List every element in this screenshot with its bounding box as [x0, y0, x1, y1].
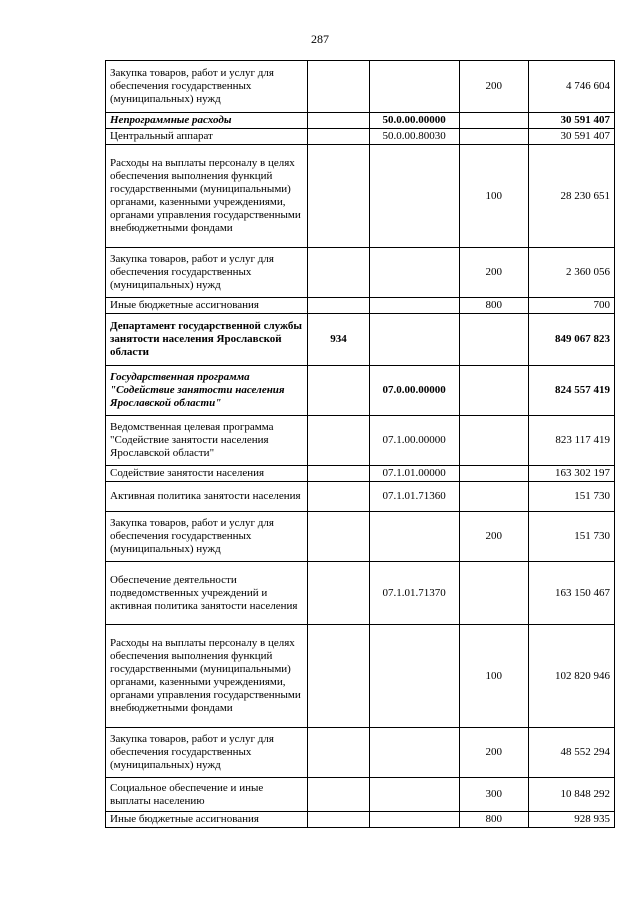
table-row: [106, 466, 615, 482]
cell-amount: 2 360 056: [528, 248, 614, 298]
cell-expense-type: 200: [459, 248, 528, 298]
cell-target-code: 50.0.00.80030: [369, 129, 459, 145]
table-row: [106, 366, 615, 416]
cell-target-code: 07.1.01.00000: [369, 466, 459, 482]
cell-name: Содействие занятости населения: [106, 466, 308, 482]
cell-target-code: 07.1.01.71370: [369, 562, 459, 625]
cell-expense-type: 100: [459, 145, 528, 248]
table-row: [106, 812, 615, 828]
cell-target-code: [369, 728, 459, 778]
cell-department: [308, 482, 369, 512]
cell-department: [308, 625, 369, 728]
cell-expense-type: [459, 482, 528, 512]
table-row: [106, 145, 615, 248]
cell-amount: 928 935: [528, 812, 614, 828]
cell-expense-type: [459, 113, 528, 129]
cell-department: [308, 466, 369, 482]
cell-expense-type: [459, 314, 528, 366]
cell-name: Расходы на выплаты персоналу в целях обеспечения выполнения функций государственными (муниципальными) органами, казенными учреждениями, органами управления государственными внебюджетными фондами: [106, 145, 308, 248]
page-number: 287: [311, 32, 329, 46]
table-row: [106, 728, 615, 778]
table-row: [106, 416, 615, 466]
cell-name: Иные бюджетные ассигнования: [106, 298, 308, 314]
cell-target-code: 07.1.01.71360: [369, 482, 459, 512]
budget-table: [105, 60, 615, 828]
table-row: [106, 298, 615, 314]
cell-target-code: [369, 61, 459, 113]
cell-amount: 4 746 604: [528, 61, 614, 113]
cell-name: Иные бюджетные ассигнования: [106, 812, 308, 828]
cell-target-code: 07.1.00.00000: [369, 416, 459, 466]
cell-amount: 151 730: [528, 512, 614, 562]
cell-amount: 151 730: [528, 482, 614, 512]
cell-department: [308, 512, 369, 562]
cell-department: [308, 778, 369, 812]
cell-amount: 102 820 946: [528, 625, 614, 728]
cell-name: Расходы на выплаты персоналу в целях обеспечения выполнения функций государственными (муниципальными) органами, казенными учреждениями, органами управления государственными внебюджетными фондами: [106, 625, 308, 728]
cell-department: [308, 113, 369, 129]
cell-target-code: [369, 778, 459, 812]
cell-target-code: [369, 314, 459, 366]
cell-name: Закупка товаров, работ и услуг для обеспечения государственных (муниципальных) нужд: [106, 61, 308, 113]
cell-name: Ведомственная целевая программа "Содействие занятости населения Ярославской области": [106, 416, 308, 466]
cell-amount: 824 557 419: [528, 366, 614, 416]
cell-name: Закупка товаров, работ и услуг для обеспечения государственных (муниципальных) нужд: [106, 248, 308, 298]
cell-expense-type: 300: [459, 778, 528, 812]
cell-expense-type: 200: [459, 728, 528, 778]
cell-amount: 823 117 419: [528, 416, 614, 466]
table-row: [106, 248, 615, 298]
cell-name: Департамент государственной службы занятости населения Ярославской области: [106, 314, 308, 366]
cell-name: Обеспечение деятельности подведомственных учреждений и активная политика занятости населения: [106, 562, 308, 625]
cell-amount: 849 067 823: [528, 314, 614, 366]
cell-expense-type: 200: [459, 512, 528, 562]
cell-expense-type: [459, 366, 528, 416]
cell-department: [308, 562, 369, 625]
cell-target-code: [369, 248, 459, 298]
table-row: [106, 314, 615, 366]
cell-expense-type: [459, 416, 528, 466]
cell-amount: 30 591 407: [528, 113, 614, 129]
cell-department: [308, 298, 369, 314]
cell-amount: 30 591 407: [528, 129, 614, 145]
cell-target-code: [369, 812, 459, 828]
cell-expense-type: 200: [459, 61, 528, 113]
cell-amount: 163 302 197: [528, 466, 614, 482]
cell-department: 934: [308, 314, 369, 366]
cell-department: [308, 416, 369, 466]
cell-target-code: 50.0.00.00000: [369, 113, 459, 129]
cell-name: Закупка товаров, работ и услуг для обеспечения государственных (муниципальных) нужд: [106, 728, 308, 778]
cell-expense-type: 800: [459, 298, 528, 314]
cell-target-code: [369, 145, 459, 248]
cell-name: Активная политика занятости населения: [106, 482, 308, 512]
table-row: [106, 482, 615, 512]
table-row: [106, 512, 615, 562]
cell-department: [308, 248, 369, 298]
cell-target-code: [369, 298, 459, 314]
table-row: [106, 129, 615, 145]
cell-department: [308, 61, 369, 113]
cell-name: Непрограммные расходы: [106, 113, 308, 129]
cell-name: Центральный аппарат: [106, 129, 308, 145]
table-row: [106, 562, 615, 625]
cell-expense-type: [459, 466, 528, 482]
cell-expense-type: [459, 562, 528, 625]
cell-department: [308, 129, 369, 145]
cell-department: [308, 366, 369, 416]
cell-department: [308, 728, 369, 778]
table-row: [106, 625, 615, 728]
cell-amount: 48 552 294: [528, 728, 614, 778]
cell-amount: 163 150 467: [528, 562, 614, 625]
cell-amount: 700: [528, 298, 614, 314]
table-row: [106, 778, 615, 812]
cell-target-code: 07.0.00.00000: [369, 366, 459, 416]
cell-expense-type: 800: [459, 812, 528, 828]
cell-name: Социальное обеспечение и иные выплаты населению: [106, 778, 308, 812]
cell-name: Закупка товаров, работ и услуг для обеспечения государственных (муниципальных) нужд: [106, 512, 308, 562]
cell-expense-type: 100: [459, 625, 528, 728]
cell-target-code: [369, 512, 459, 562]
cell-amount: 28 230 651: [528, 145, 614, 248]
cell-name: Государственная программа "Содействие занятости населения Ярославской области": [106, 366, 308, 416]
cell-department: [308, 145, 369, 248]
cell-expense-type: [459, 129, 528, 145]
table-row: [106, 113, 615, 129]
table-row: [106, 61, 615, 113]
cell-department: [308, 812, 369, 828]
cell-target-code: [369, 625, 459, 728]
budget-table-body: [106, 61, 615, 828]
cell-amount: 10 848 292: [528, 778, 614, 812]
